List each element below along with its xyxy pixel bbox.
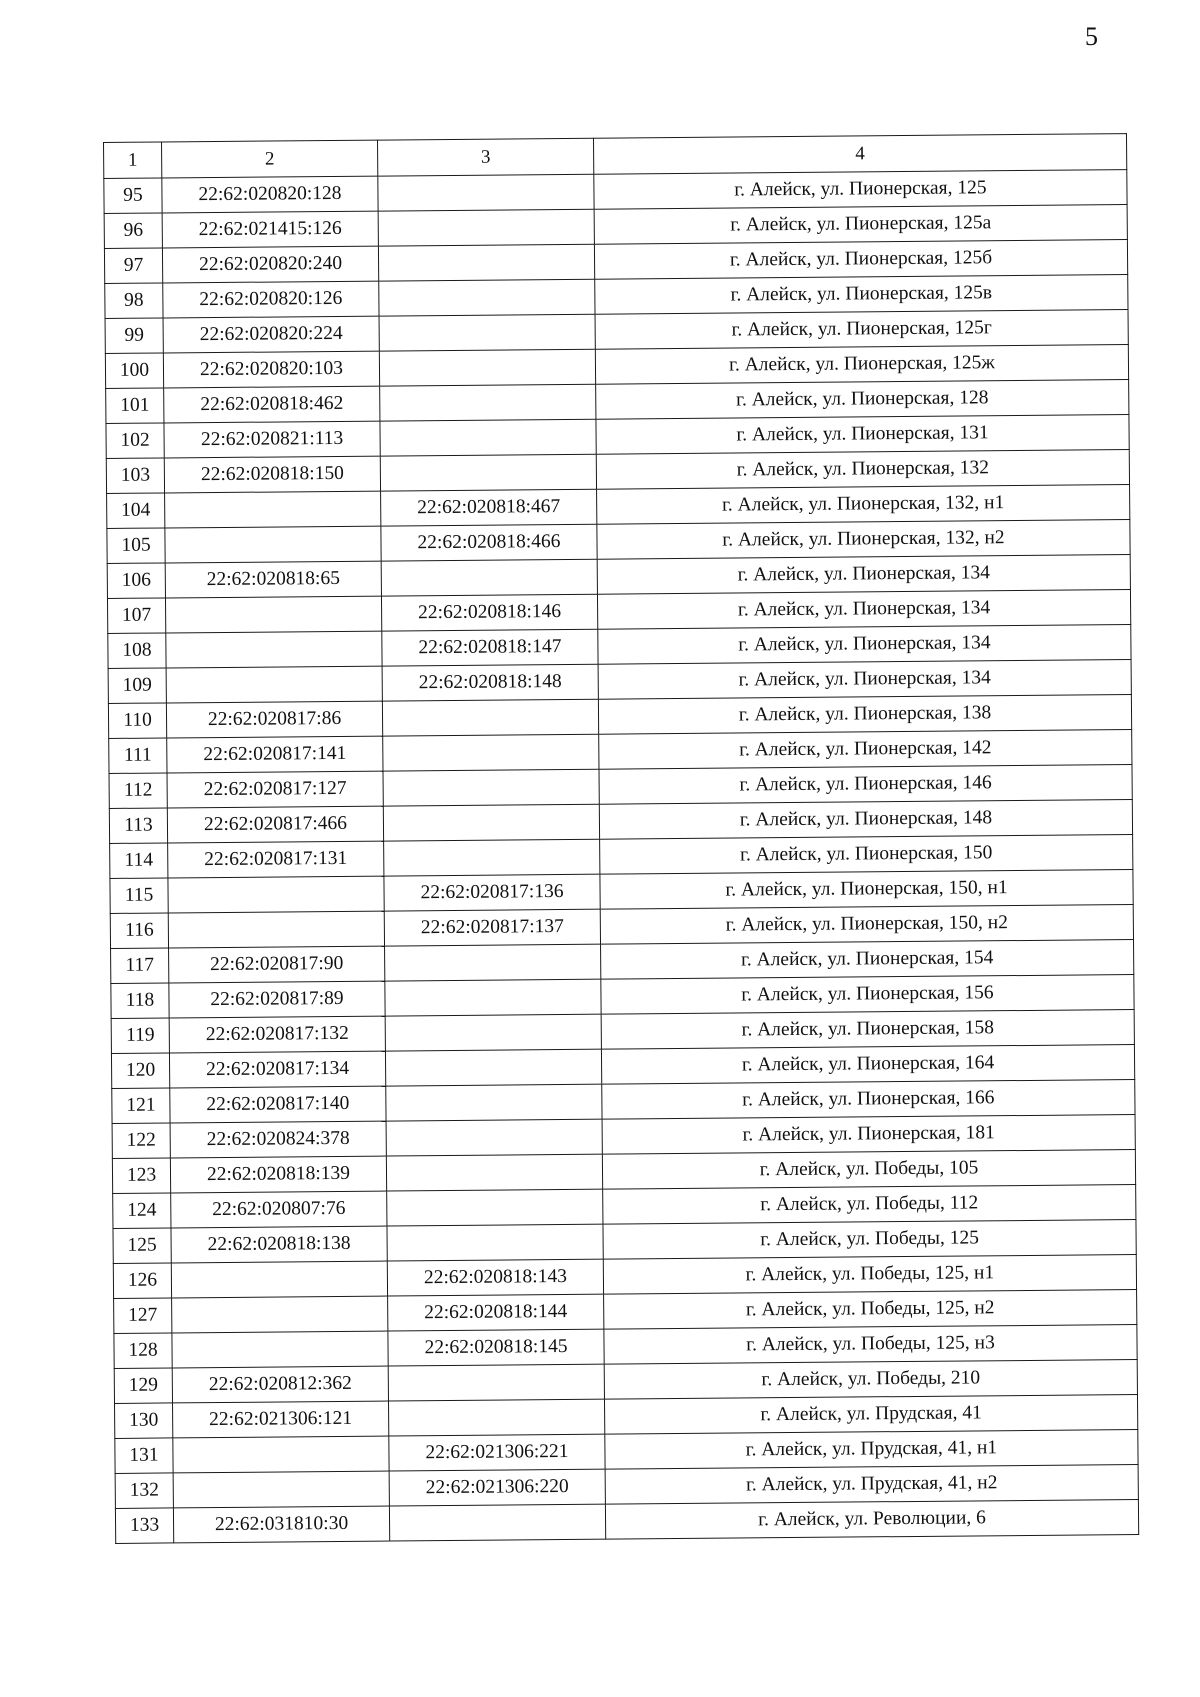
address-cell: г. Алейск, ул. Победы, 125, н3 xyxy=(604,1325,1137,1365)
address-cell: г. Алейск, ул. Пионерская, 132, н2 xyxy=(597,520,1130,560)
premises-cadastral-number-cell xyxy=(386,1119,602,1156)
cadastral-number-cell: 22:62:020818:150 xyxy=(164,456,380,493)
row-number-cell: 107 xyxy=(107,598,165,634)
address-cell: г. Алейск, ул. Пионерская, 156 xyxy=(601,975,1134,1015)
cadastral-number-cell: 22:62:021306:121 xyxy=(173,1401,389,1438)
address-cell: г. Алейск, ул. Победы, 112 xyxy=(603,1185,1136,1225)
column-header-3: 3 xyxy=(377,138,593,176)
cadastral-number-cell: 22:62:020818:462 xyxy=(164,386,380,423)
address-cell: г. Алейск, ул. Пионерская, 125ж xyxy=(595,345,1128,385)
premises-cadastral-number-cell xyxy=(380,419,596,456)
address-cell: г. Алейск, ул. Победы, 125, н1 xyxy=(603,1255,1136,1295)
row-number-cell: 126 xyxy=(113,1263,171,1299)
premises-cadastral-number-cell xyxy=(380,384,596,421)
address-cell: г. Алейск, ул. Пионерская, 142 xyxy=(599,730,1132,770)
premises-cadastral-number-cell xyxy=(380,454,596,491)
row-number-cell: 123 xyxy=(112,1158,170,1194)
address-cell: г. Алейск, ул. Пионерская, 128 xyxy=(596,380,1129,420)
premises-cadastral-number-cell xyxy=(385,1049,601,1086)
cadastral-number-cell xyxy=(168,876,384,913)
address-cell: г. Алейск, ул. Прудская, 41 xyxy=(604,1395,1137,1435)
address-cell: г. Алейск, ул. Победы, 210 xyxy=(604,1360,1137,1400)
row-number-cell: 103 xyxy=(106,458,164,494)
cadastral-number-cell xyxy=(172,1331,388,1368)
cadastral-number-cell xyxy=(168,911,384,948)
row-number-cell: 102 xyxy=(106,423,164,459)
cadastral-number-cell: 22:62:020820:126 xyxy=(163,281,379,318)
cadastral-number-cell xyxy=(165,596,381,633)
address-cell: г. Алейск, ул. Пионерская, 146 xyxy=(599,765,1132,805)
column-header-4: 4 xyxy=(593,134,1126,175)
address-cell: г. Алейск, ул. Пионерская, 134 xyxy=(597,590,1130,630)
page-number: 5 xyxy=(1085,22,1098,51)
premises-cadastral-number-cell xyxy=(388,1364,604,1401)
row-number-cell: 95 xyxy=(104,178,162,214)
premises-cadastral-number-cell xyxy=(384,839,600,876)
cadastral-number-cell: 22:62:020817:140 xyxy=(170,1086,386,1123)
row-number-cell: 96 xyxy=(104,213,162,249)
row-number-cell: 116 xyxy=(110,913,168,949)
address-cell: г. Алейск, ул. Победы, 125 xyxy=(603,1220,1136,1260)
cadastral-number-cell: 22:62:021415:126 xyxy=(162,211,378,248)
row-number-cell: 117 xyxy=(111,948,169,984)
premises-cadastral-number-cell xyxy=(387,1224,603,1261)
address-cell: г. Алейск, ул. Прудская, 41, н2 xyxy=(605,1465,1138,1505)
address-cell: г. Алейск, ул. Пионерская, 150, н1 xyxy=(600,870,1133,910)
cadastral-number-cell: 22:62:020820:128 xyxy=(162,176,378,213)
premises-cadastral-number-cell xyxy=(383,769,599,806)
row-number-cell: 129 xyxy=(114,1368,172,1404)
cadastral-number-cell: 22:62:020824:378 xyxy=(170,1121,386,1158)
address-cell: г. Алейск, ул. Пионерская, 154 xyxy=(601,940,1134,980)
cadastral-number-cell: 22:62:020817:131 xyxy=(168,841,384,878)
premises-cadastral-number-cell: 22:62:020818:466 xyxy=(381,524,597,561)
cadastral-number-cell xyxy=(165,526,381,563)
row-number-cell: 100 xyxy=(105,353,163,389)
address-cell: г. Алейск, ул. Пионерская, 125г xyxy=(595,310,1128,350)
address-cell: г. Алейск, ул. Пионерская, 134 xyxy=(598,660,1131,700)
row-number-cell: 97 xyxy=(104,248,162,284)
premises-cadastral-number-cell xyxy=(385,944,601,981)
premises-cadastral-number-cell: 22:62:020818:147 xyxy=(382,629,598,666)
premises-cadastral-number-cell xyxy=(378,209,594,246)
premises-cadastral-number-cell xyxy=(386,1154,602,1191)
row-number-cell: 121 xyxy=(112,1088,170,1124)
cadastral-number-cell xyxy=(173,1471,389,1508)
row-number-cell: 124 xyxy=(113,1193,171,1229)
cadastral-number-cell xyxy=(166,666,382,703)
row-number-cell: 118 xyxy=(111,983,169,1019)
column-header-1: 1 xyxy=(104,142,162,179)
premises-cadastral-number-cell xyxy=(378,174,594,211)
row-number-cell: 130 xyxy=(115,1403,173,1439)
address-cell: г. Алейск, ул. Пионерская, 150 xyxy=(600,835,1133,875)
premises-cadastral-number-cell: 22:62:020818:146 xyxy=(381,594,597,631)
premises-cadastral-number-cell xyxy=(378,244,594,281)
cadastral-number-cell: 22:62:020818:139 xyxy=(170,1156,386,1193)
row-number-cell: 108 xyxy=(108,633,166,669)
premises-cadastral-number-cell xyxy=(379,314,595,351)
cadastral-number-cell: 22:62:020821:113 xyxy=(164,421,380,458)
row-number-cell: 110 xyxy=(108,703,166,739)
premises-cadastral-number-cell xyxy=(383,734,599,771)
address-cell: г. Алейск, ул. Победы, 105 xyxy=(602,1150,1135,1190)
row-number-cell: 119 xyxy=(111,1018,169,1054)
premises-cadastral-number-cell: 22:62:020818:143 xyxy=(387,1259,603,1296)
cadastral-number-cell: 22:62:031810:30 xyxy=(173,1506,389,1543)
row-number-cell: 98 xyxy=(105,283,163,319)
row-number-cell: 127 xyxy=(114,1298,172,1334)
cadastral-register-table xyxy=(103,133,1139,1544)
cadastral-number-cell: 22:62:020817:89 xyxy=(169,981,385,1018)
row-number-cell: 113 xyxy=(109,808,167,844)
premises-cadastral-number-cell xyxy=(381,559,597,596)
cadastral-number-cell: 22:62:020817:132 xyxy=(169,1016,385,1053)
cadastral-number-cell: 22:62:020817:141 xyxy=(167,736,383,773)
cadastral-number-cell: 22:62:020812:362 xyxy=(172,1366,388,1403)
cadastral-number-cell: 22:62:020817:90 xyxy=(169,946,385,983)
address-cell: г. Алейск, ул. Пионерская, 181 xyxy=(602,1115,1135,1155)
row-number-cell: 106 xyxy=(107,563,165,599)
premises-cadastral-number-cell xyxy=(379,279,595,316)
premises-cadastral-number-cell: 22:62:020818:145 xyxy=(388,1329,604,1366)
premises-cadastral-number-cell xyxy=(385,1014,601,1051)
address-cell: г. Алейск, ул. Пионерская, 125в xyxy=(595,275,1128,315)
address-cell: г. Алейск, ул. Пионерская, 158 xyxy=(601,1010,1134,1050)
cadastral-number-cell: 22:62:020818:65 xyxy=(165,561,381,598)
cadastral-number-cell: 22:62:020820:224 xyxy=(163,316,379,353)
address-cell: г. Алейск, ул. Пионерская, 150, н2 xyxy=(600,905,1133,945)
premises-cadastral-number-cell xyxy=(379,349,595,386)
row-number-cell: 133 xyxy=(115,1508,173,1544)
cadastral-number-cell xyxy=(172,1296,388,1333)
address-cell: г. Алейск, ул. Пионерская, 138 xyxy=(598,695,1131,735)
address-cell: г. Алейск, ул. Пионерская, 125а xyxy=(594,205,1127,245)
cadastral-number-cell: 22:62:020820:103 xyxy=(163,351,379,388)
premises-cadastral-number-cell: 22:62:020817:136 xyxy=(384,874,600,911)
address-cell: г. Алейск, ул. Пионерская, 132, н1 xyxy=(597,485,1130,525)
cadastral-number-cell: 22:62:020818:138 xyxy=(171,1226,387,1263)
row-number-cell: 104 xyxy=(107,493,165,529)
column-header-2: 2 xyxy=(162,140,378,178)
address-cell: г. Алейск, ул. Пионерская, 166 xyxy=(602,1080,1135,1120)
address-cell: г. Алейск, ул. Победы, 125, н2 xyxy=(604,1290,1137,1330)
address-cell: г. Алейск, ул. Пионерская, 134 xyxy=(597,555,1130,595)
row-number-cell: 109 xyxy=(108,668,166,704)
cadastral-number-cell: 22:62:020807:76 xyxy=(171,1191,387,1228)
premises-cadastral-number-cell xyxy=(383,804,599,841)
row-number-cell: 125 xyxy=(113,1228,171,1264)
cadastral-number-cell xyxy=(171,1261,387,1298)
premises-cadastral-number-cell xyxy=(387,1189,603,1226)
premises-cadastral-number-cell: 22:62:021306:221 xyxy=(389,1434,605,1471)
address-cell: г. Алейск, ул. Пионерская, 125 xyxy=(594,170,1127,210)
row-number-cell: 105 xyxy=(107,528,165,564)
row-number-cell: 120 xyxy=(111,1053,169,1089)
address-cell: г. Алейск, ул. Революции, 6 xyxy=(605,1500,1138,1540)
premises-cadastral-number-cell xyxy=(382,699,598,736)
row-number-cell: 114 xyxy=(110,843,168,879)
premises-cadastral-number-cell xyxy=(389,1504,605,1541)
row-number-cell: 128 xyxy=(114,1333,172,1369)
address-cell: г. Алейск, ул. Пионерская, 131 xyxy=(596,415,1129,455)
row-number-cell: 115 xyxy=(110,878,168,914)
premises-cadastral-number-cell xyxy=(385,979,601,1016)
premises-cadastral-number-cell: 22:62:020818:148 xyxy=(382,664,598,701)
row-number-cell: 111 xyxy=(109,738,167,774)
row-number-cell: 112 xyxy=(109,773,167,809)
row-number-cell: 131 xyxy=(115,1438,173,1474)
row-number-cell: 122 xyxy=(112,1123,170,1159)
premises-cadastral-number-cell: 22:62:020818:144 xyxy=(388,1294,604,1331)
row-number-cell: 99 xyxy=(105,318,163,354)
row-number-cell: 101 xyxy=(106,388,164,424)
address-cell: г. Алейск, ул. Пионерская, 134 xyxy=(598,625,1131,665)
address-cell: г. Алейск, ул. Прудская, 41, н1 xyxy=(605,1430,1138,1470)
cadastral-number-cell xyxy=(165,491,381,528)
address-cell: г. Алейск, ул. Пионерская, 164 xyxy=(601,1045,1134,1085)
premises-cadastral-number-cell: 22:62:020818:467 xyxy=(381,489,597,526)
address-cell: г. Алейск, ул. Пионерская, 132 xyxy=(596,450,1129,490)
cadastral-number-cell: 22:62:020820:240 xyxy=(162,246,378,283)
cadastral-number-cell xyxy=(166,631,382,668)
premises-cadastral-number-cell xyxy=(388,1399,604,1436)
cadastral-number-cell: 22:62:020817:134 xyxy=(169,1051,385,1088)
premises-cadastral-number-cell: 22:62:020817:137 xyxy=(384,909,600,946)
premises-cadastral-number-cell: 22:62:021306:220 xyxy=(389,1469,605,1506)
cadastral-number-cell: 22:62:020817:466 xyxy=(167,806,383,843)
cadastral-number-cell: 22:62:020817:86 xyxy=(166,701,382,738)
cadastral-number-cell: 22:62:020817:127 xyxy=(167,771,383,808)
premises-cadastral-number-cell xyxy=(386,1084,602,1121)
address-cell: г. Алейск, ул. Пионерская, 148 xyxy=(599,800,1132,840)
cadastral-number-cell xyxy=(173,1436,389,1473)
table-body xyxy=(104,170,1139,1544)
row-number-cell: 132 xyxy=(115,1473,173,1509)
address-cell: г. Алейск, ул. Пионерская, 125б xyxy=(594,240,1127,280)
